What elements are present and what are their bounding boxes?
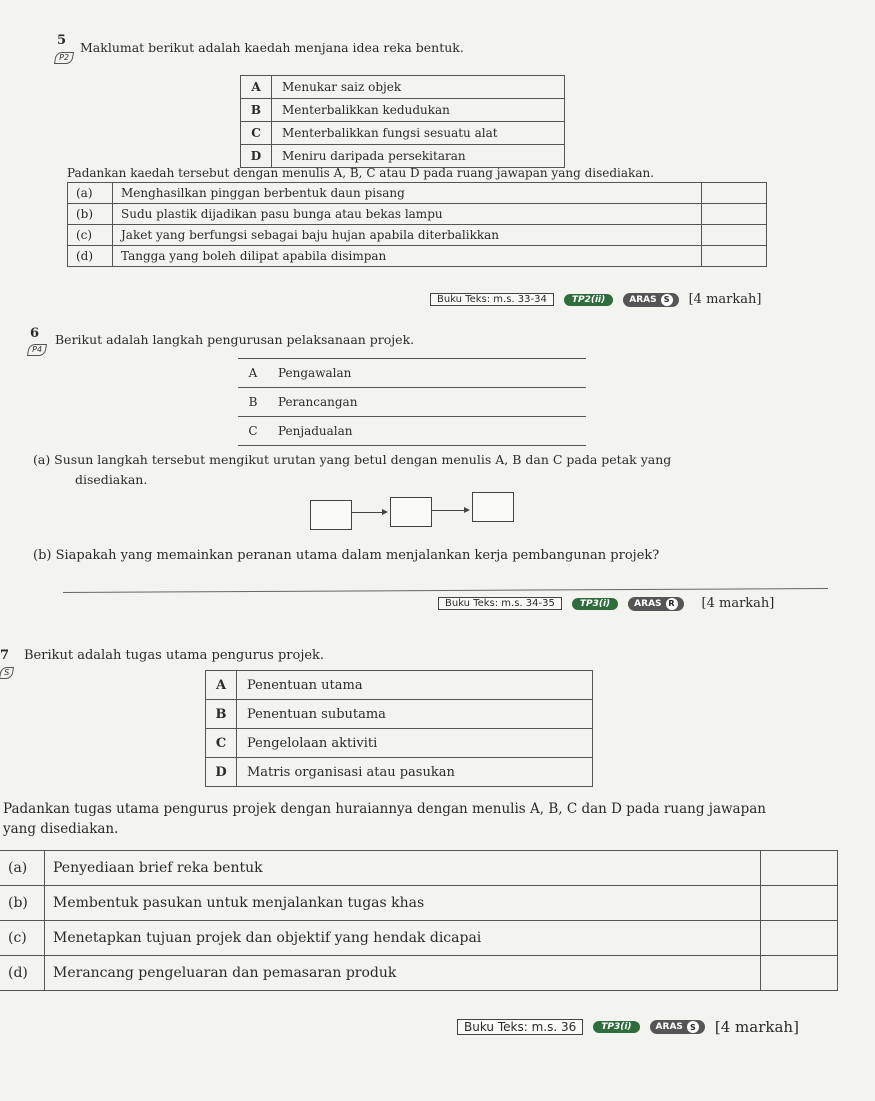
answer-box[interactable] <box>761 956 838 991</box>
item-label: (b) <box>68 204 113 225</box>
option-text: Menterbalikkan kedudukan <box>272 99 565 122</box>
option-text: Menterbalikkan fungsi sesuatu alat <box>272 122 565 145</box>
q7-footer <box>457 1018 799 1036</box>
item-label: (a) <box>0 851 45 886</box>
table-row <box>206 671 593 700</box>
marks: [4 markah] <box>688 292 762 307</box>
aras-label: ARAS <box>655 1022 683 1032</box>
sequence-box-1[interactable] <box>310 500 352 530</box>
answer-box[interactable] <box>761 886 838 921</box>
item-text: Membentuk pasukan untuk menjalankan tugas khas <box>45 886 761 921</box>
option-text: Pengawalan <box>268 359 586 388</box>
q5-tag: P2 <box>54 52 74 64</box>
table-row <box>206 758 593 787</box>
table-row <box>241 145 565 168</box>
table-row <box>0 851 838 886</box>
aras-level: S <box>661 294 673 306</box>
table-row <box>68 246 767 267</box>
q7-instruction: Padankan tugas utama pengurus projek dengan huraiannya dengan menulis A, B, C dan D pada ruang jawapan <box>3 801 766 817</box>
answer-box[interactable] <box>702 183 767 204</box>
marks: [4 markah] <box>701 596 775 611</box>
q6-part-b: (b) Siapakah yang memainkan peranan utama dalam menjalankan kerja pembangunan projek? <box>33 548 660 563</box>
table-row <box>68 183 767 204</box>
option-text: Penentuan subutama <box>237 700 593 729</box>
table-row <box>241 122 565 145</box>
q6-intro: Berikut adalah langkah pengurusan pelaksanaan projek. <box>55 332 415 347</box>
option-key: A <box>238 359 268 388</box>
option-key: D <box>206 758 237 787</box>
q5-intro: Maklumat berikut adalah kaedah menjana idea reka bentuk. <box>80 40 464 55</box>
table-row <box>241 76 565 99</box>
q6-part-a: (a) Susun langkah tersebut mengikut urutan yang betul dengan menulis A, B dan C pada petak yang <box>33 452 672 467</box>
option-key: C <box>206 729 237 758</box>
arrow-icon <box>432 510 468 511</box>
table-row <box>206 729 593 758</box>
aras-level: R <box>666 598 678 610</box>
q5-footer <box>430 292 761 307</box>
question-5-number: 5 <box>57 33 67 48</box>
answer-line[interactable] <box>63 588 828 593</box>
aras-badge <box>650 1020 705 1034</box>
answer-box[interactable] <box>702 246 767 267</box>
item-text: Merancang pengeluaran dan pemasaran produk <box>45 956 761 991</box>
q7-intro: Berikut adalah tugas utama pengurus projek. <box>24 648 325 663</box>
option-text: Pengelolaan aktiviti <box>237 729 593 758</box>
answer-box[interactable] <box>702 204 767 225</box>
item-text: Penyediaan brief reka bentuk <box>45 851 761 886</box>
option-key: D <box>241 145 272 168</box>
q7-options-table <box>205 670 593 787</box>
aras-label: ARAS <box>634 598 662 609</box>
option-text: Matris organisasi atau pasukan <box>237 758 593 787</box>
item-text: Menghasilkan pinggan berbentuk daun pisang <box>113 183 702 204</box>
item-label: (d) <box>0 956 45 991</box>
sequence-box-2[interactable] <box>390 497 432 527</box>
aras-badge <box>628 597 683 611</box>
q5-instruction: Padankan kaedah tersebut dengan menulis A, B, C atau D pada ruang jawapan yang disediakan. <box>67 166 655 180</box>
tp-badge: TP3(i) <box>593 1021 639 1033</box>
item-label: (b) <box>0 886 45 921</box>
textbook-reference: Buku Teks: m.s. 36 <box>457 1019 583 1035</box>
q6-tag: P4 <box>27 344 47 356</box>
aras-label: ARAS <box>629 294 657 305</box>
item-label: (a) <box>68 183 113 204</box>
marks: [4 markah] <box>714 1018 799 1036</box>
answer-box[interactable] <box>761 851 838 886</box>
aras-badge <box>623 293 678 307</box>
question-6-number: 6 <box>30 326 40 341</box>
q7-instruction-cont: yang disediakan. <box>3 821 119 837</box>
item-text: Jaket yang berfungsi sebagai baju hujan apabila diterbalikkan <box>113 225 702 246</box>
question-7-number: 7 <box>0 648 10 663</box>
item-label: (d) <box>68 246 113 267</box>
table-row <box>0 886 838 921</box>
table-row <box>68 225 767 246</box>
table-row <box>0 921 838 956</box>
option-key: B <box>238 388 268 417</box>
table-row <box>238 388 586 417</box>
item-label: (c) <box>68 225 113 246</box>
q7-answer-table <box>0 850 838 991</box>
tp-badge: TP2(ii) <box>564 294 613 306</box>
answer-box[interactable] <box>761 921 838 956</box>
arrow-icon <box>352 512 386 513</box>
item-text: Tangga yang boleh dilipat apabila disimpan <box>113 246 702 267</box>
table-row <box>206 700 593 729</box>
option-text: Penjadualan <box>268 417 586 446</box>
q6-part-a-cont: disediakan. <box>75 472 148 487</box>
sequence-box-3[interactable] <box>472 492 514 522</box>
item-label: (c) <box>0 921 45 956</box>
option-key: C <box>241 122 272 145</box>
option-key: A <box>206 671 237 700</box>
tp-badge: TP3(i) <box>572 598 618 610</box>
option-text: Meniru daripada persekitaran <box>272 145 565 168</box>
aras-level: S <box>687 1021 699 1033</box>
table-row <box>241 99 565 122</box>
q5-options-table <box>240 75 565 168</box>
table-row <box>238 417 586 446</box>
answer-box[interactable] <box>702 225 767 246</box>
textbook-reference: Buku Teks: m.s. 34-35 <box>438 597 562 610</box>
textbook-reference: Buku Teks: m.s. 33-34 <box>430 293 554 306</box>
option-key: A <box>241 76 272 99</box>
option-text: Menukar saiz objek <box>272 76 565 99</box>
q6-options-table <box>238 358 586 446</box>
option-text: Perancangan <box>268 388 586 417</box>
item-text: Sudu plastik dijadikan pasu bunga atau bekas lampu <box>113 204 702 225</box>
table-row <box>238 359 586 388</box>
option-key: C <box>238 417 268 446</box>
table-row <box>0 956 838 991</box>
q6-footer <box>438 596 774 611</box>
q7-tag: S <box>0 667 14 679</box>
option-key: B <box>241 99 272 122</box>
option-text: Penentuan utama <box>237 671 593 700</box>
q5-answer-table <box>67 182 767 267</box>
option-key: B <box>206 700 237 729</box>
table-row <box>68 204 767 225</box>
item-text: Menetapkan tujuan projek dan objektif yang hendak dicapai <box>45 921 761 956</box>
